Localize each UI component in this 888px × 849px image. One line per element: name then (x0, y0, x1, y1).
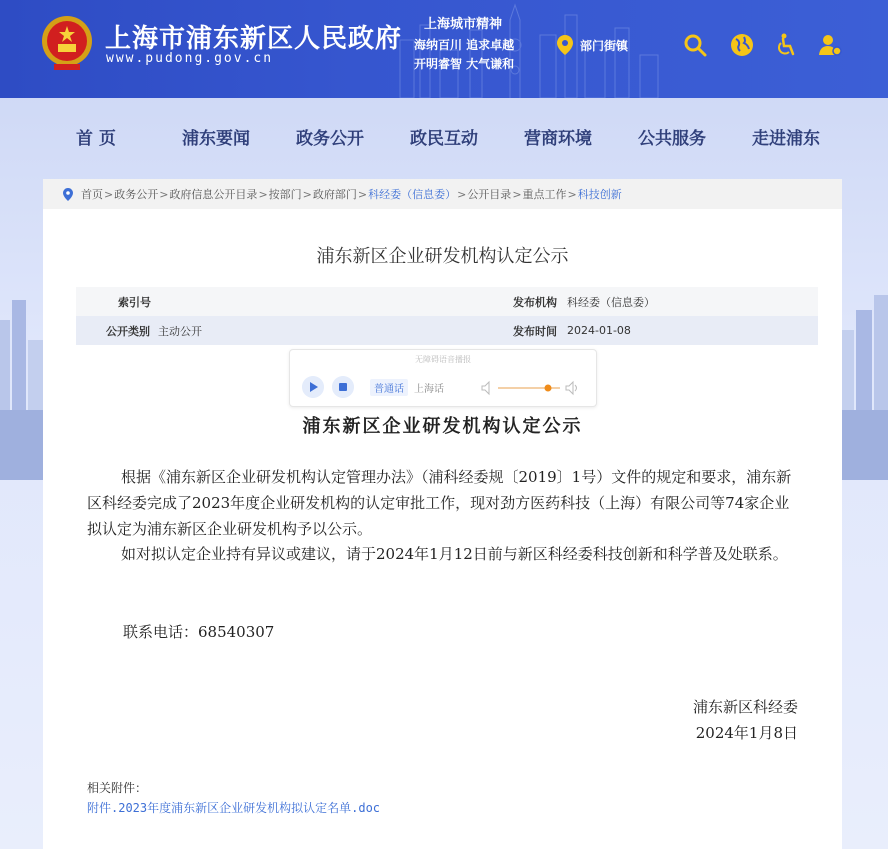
nav-item-home[interactable]: 首 页 (76, 129, 116, 149)
breadcrumb-separator: > (302, 187, 312, 201)
user-icon[interactable] (818, 33, 842, 57)
article-paragraph: 根据《浦东新区企业研发机构认定管理办法》（浦科经委规〔2019〕1号）文件的规定和要求，浦东新区科经委完成了2023年度企业研发机构的认定审批工作，现对劲方医药科技（上海）有限公司等74家企业拟认定为浦东新区企业研发机构予以公示。 (87, 468, 792, 538)
city-spirit-title: 上海城市精神 (424, 17, 503, 32)
content-panel (43, 179, 842, 849)
breadcrumb-item[interactable]: 重点工作 (522, 188, 567, 201)
lang-shanghainese-button[interactable]: 上海话 (414, 384, 444, 395)
search-icon[interactable] (683, 33, 707, 57)
breadcrumb-item[interactable]: 首页 (81, 188, 103, 201)
city-spirit-line: 开明睿智 大气谦和 (414, 57, 515, 71)
metadata-row (76, 316, 818, 345)
location-pin-icon (63, 188, 73, 201)
breadcrumb-separator: > (104, 187, 114, 201)
page-title: 浦东新区企业研发机构认定公示 (316, 246, 569, 267)
breadcrumb-item[interactable]: 政府部门 (312, 188, 357, 201)
contact-phone: 联系电话：68540307 (123, 623, 275, 641)
nav-item-news[interactable]: 浦东要闻 (182, 129, 250, 149)
national-emblem-icon (40, 14, 94, 72)
location-pin-icon (556, 34, 574, 56)
publisher-value: 科经委（信息委） (567, 295, 655, 309)
index-label: 索引号 (118, 295, 151, 309)
breadcrumb-item[interactable]: 科技创新 (577, 188, 622, 201)
breadcrumb-item[interactable]: 公开目录 (467, 188, 512, 201)
accessibility-icon[interactable] (774, 33, 798, 57)
city-skyline-decoration (0, 280, 44, 480)
date-value: 2024-01-08 (567, 324, 631, 337)
metadata-row (76, 287, 818, 316)
signature-org: 浦东新区科经委 (692, 698, 798, 716)
attachment-label: 相关附件： (87, 781, 148, 795)
metadata-table (76, 287, 818, 345)
date-label: 发布时间 (513, 324, 557, 338)
breadcrumb (43, 179, 842, 209)
city-skyline-decoration (842, 280, 888, 480)
site-url: www.pudong.gov.cn (106, 51, 274, 66)
breadcrumb-separator: > (357, 187, 368, 201)
category-label: 公开类别 (106, 324, 150, 338)
nav-item-about[interactable]: 走进浦东 (752, 129, 820, 149)
breadcrumb-separator: > (159, 187, 169, 201)
breadcrumb-item[interactable]: 按部门 (268, 188, 302, 201)
dept-link-label: 部门街镇 (580, 38, 629, 53)
nav-item-services[interactable]: 公共服务 (638, 129, 706, 149)
breadcrumb-separator: > (567, 187, 577, 201)
signature-date: 2024年1月8日 (695, 724, 798, 742)
globe-icon[interactable] (730, 33, 754, 57)
volume-slider[interactable] (480, 380, 580, 396)
player-hint: 无障碍语音播报 (415, 355, 471, 364)
dept-town-link[interactable] (556, 33, 628, 57)
publisher-label: 发布机构 (513, 295, 557, 309)
nav-item-business[interactable]: 营商环境 (524, 129, 592, 149)
audio-player (289, 349, 597, 407)
attachment-link[interactable]: 附件.2023年度浦东新区企业研发机构拟认定名单.doc (87, 801, 381, 815)
breadcrumb-separator: > (457, 187, 467, 201)
article-paragraph: 如对拟认定企业持有异议或建议，请于2024年1月12日前与新区科经委科技创新和科学普及处联系。 (121, 545, 788, 563)
breadcrumb-item[interactable]: 政府信息公开目录 (169, 188, 258, 201)
city-spirit-line: 海纳百川 追求卓越 (414, 38, 515, 52)
category-value: 主动公开 (158, 324, 202, 338)
site-title: 上海市浦东新区人民政府 (105, 24, 403, 54)
article-title: 浦东新区企业研发机构认定公示 (302, 416, 583, 437)
lang-mandarin-button[interactable]: 普通话 (370, 379, 408, 396)
breadcrumb-item[interactable]: 政务公开 (114, 188, 159, 201)
breadcrumb-separator: > (258, 187, 268, 201)
breadcrumb-item[interactable]: 科经委（信息委） (368, 188, 457, 201)
site-header (0, 0, 888, 98)
play-icon[interactable] (302, 376, 324, 398)
nav-item-gov-affairs[interactable]: 政务公开 (296, 129, 364, 149)
breadcrumb-separator: > (512, 187, 522, 201)
stop-icon[interactable] (332, 376, 354, 398)
nav-item-interaction[interactable]: 政民互动 (410, 129, 478, 149)
